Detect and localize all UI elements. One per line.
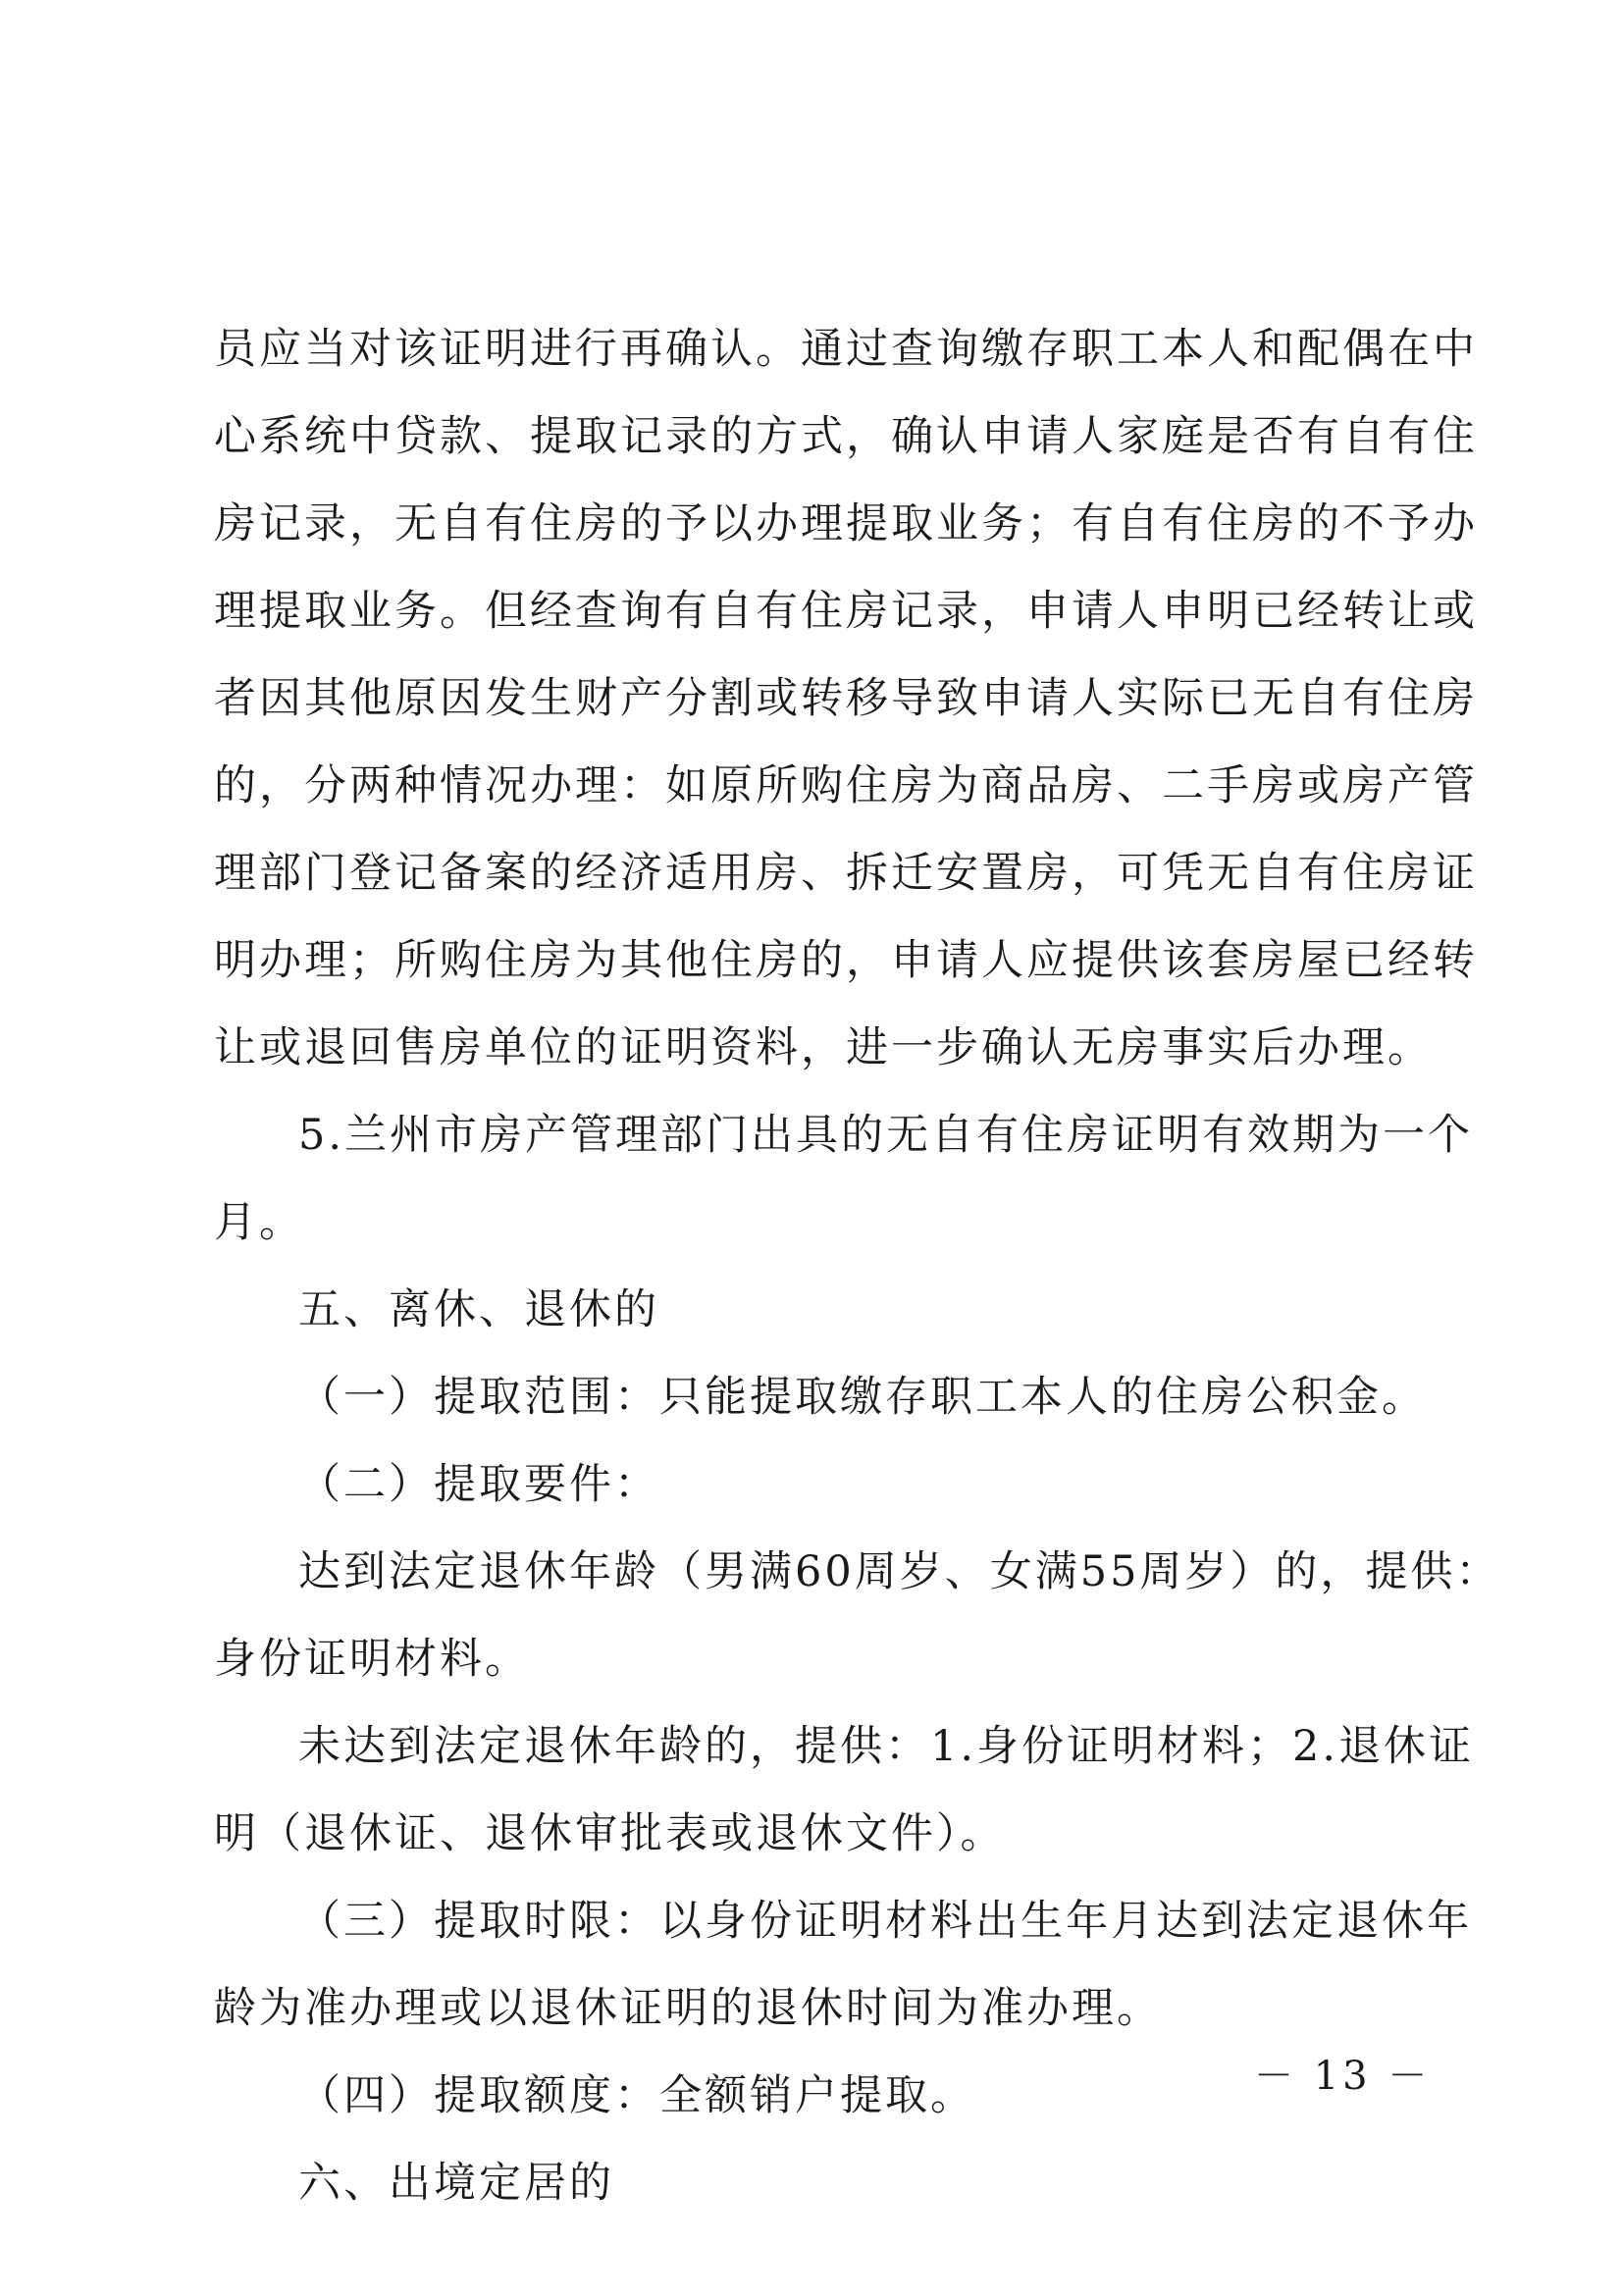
- paragraph-line: 明办理；所购住房为其他住房的，申请人应提供该套房屋已经转: [214, 936, 1478, 985]
- paragraph-line: 月。: [214, 1198, 304, 1247]
- paragraph-line: 员应当对该证明进行再确认。通过查询缴存职工本人和配偶在中: [214, 325, 1478, 374]
- section-heading: 五、离休、退休的: [298, 1285, 659, 1334]
- paragraph-line: 未达到法定退休年龄的，提供：1.身份证明材料；2.退休证: [298, 1722, 1475, 1771]
- body-text: [214, 306, 1501, 2227]
- page-number: － 13 －: [1254, 2054, 1432, 2099]
- paragraph-line: 让或退回售房单位的证明资料，进一步确认无房事实后办理。: [214, 1023, 1433, 1072]
- paragraph-line: 明（退休证、退休审批表或退休文件）。: [214, 1809, 1006, 1858]
- paragraph-line: 5.兰州市房产管理部门出具的无自有住房证明有效期为一个: [298, 1111, 1474, 1160]
- paragraph-line: 的，分两种情况办理：如原所购住房为商品房、二手房或房产管: [214, 761, 1478, 810]
- subsection-line: （二）提取要件：: [298, 1460, 659, 1509]
- paragraph-line: 身份证明材料。: [214, 1635, 530, 1684]
- paragraph-line: 房记录，无自有住房的予以办理提取业务；有自有住房的不予办: [214, 499, 1478, 548]
- paragraph-line: 达到法定退休年龄（男满60周岁、女满55周岁）的，提供：: [298, 1547, 1501, 1596]
- paragraph-line: 者因其他原因发生财产分割或转移导致申请人实际已无自有住房: [214, 674, 1478, 723]
- paragraph-line: 理部门登记备案的经济适用房、拆迁安置房，可凭无自有住房证: [214, 849, 1478, 898]
- paragraph-line: 龄为准办理或以退休证明的退休时间为准办理。: [214, 1984, 1162, 2033]
- subsection-line: （四）提取额度：全额销户提取。: [298, 2071, 975, 2120]
- subsection-line: （三）提取时限：以身份证明材料出生年月达到法定退休年: [298, 1897, 1472, 1946]
- section-heading: 六、出境定居的: [298, 2159, 614, 2208]
- paragraph-line: 理提取业务。但经查询有自有住房记录，申请人申明已经转让或: [214, 587, 1478, 636]
- paragraph-line: 心系统中贷款、提取记录的方式，确认申请人家庭是否有自有住: [214, 412, 1478, 461]
- subsection-line: （一）提取范围：只能提取缴存职工本人的住房公积金。: [298, 1373, 1427, 1422]
